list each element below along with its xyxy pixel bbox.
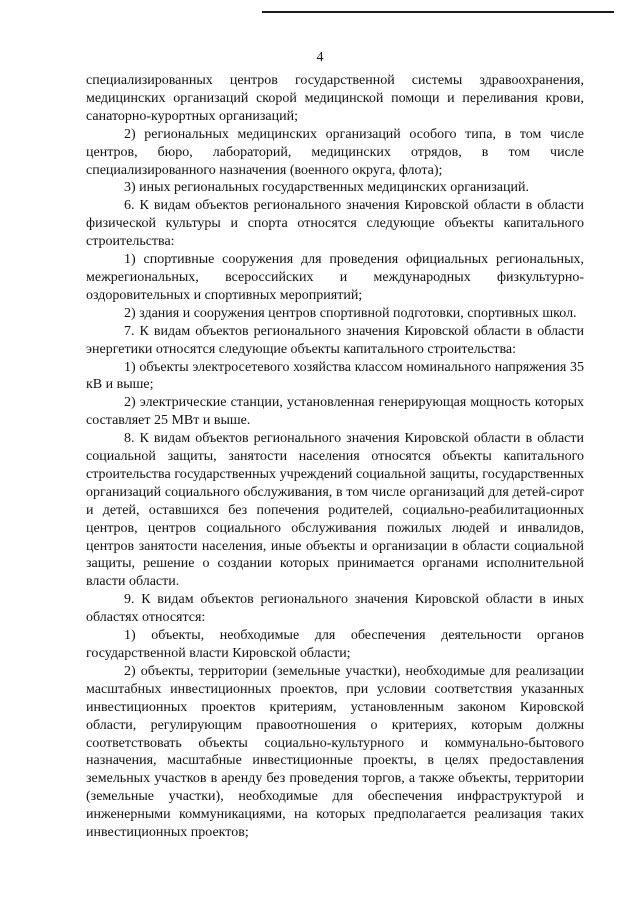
paragraph: 2) электрические станции, установленная генерирующая мощность которых составляет 25 МВт и выше. (86, 395, 584, 429)
paragraph: 2) здания и сооружения центров спортивной подготовки, спортивных школ. (124, 305, 577, 321)
document-body (86, 72, 584, 842)
paragraph: 6. К видам объектов регионального значения Кировской области в области физической культуры и спорта относятся следующие объекты капитального строительства: (86, 198, 584, 250)
paragraph: 1) объекты электросетевого хозяйства классом номинального напряжения 35 кВ и выше; (86, 359, 584, 393)
paragraph: специализированных центров государственной системы здравоохранения, медицинских организаций скорой медицинской помощи и переливания крови, санаторно-курортных организаций; (86, 73, 584, 124)
paragraph: 7. К видам объектов регионального значения Кировской области в области энергетики относятся следующие объекты капитального строительства: (86, 323, 584, 357)
paragraph: 1) спортивные сооружения для проведения официальных региональных, межрегиональных, всероссийских и международных физкультурно-оздоровительных и спортивных мероприятий; (86, 252, 584, 303)
header-rule (262, 11, 614, 13)
paragraph: 2) объекты, территории (земельные участки), необходимые для реализации масштабных инвестиционных проектов, при условии соответствия указанных инвестиционных проектов критериям, установленным законом Кировской области, регулирующим правоотношения о критериях, которым должны соответствовать объекты социально-культурного и коммунально-бытового назначения, масштабные инвестиционные проекты, в целях предоставления земельных участков в аренду без проведения торгов, а также объекты, территории (земельные участки), необходимые для обеспечения инфраструктурой и инженерными коммуникациями, на которых предполагается реализация таких инвестиционных проектов; (86, 663, 584, 841)
paragraph: 9. К видам объектов регионального значения Кировской области в иных областях относятся: (86, 592, 584, 626)
paragraph: 8. К видам объектов регионального значения Кировской области в области социальной защиты, занятости населения относятся объекты капитального строительства государственных учреждений социальной защиты, государственных организаций социального обслуживания, в том числе организаций для детей-сирот и детей, оставшихся без попечения родителей, социально-реабилитационных центров, центров социального обслуживания пожилых людей и инвалидов, центров занятости населения, иные объекты и организации в области социальной защиты, решение о создании которых принимается органами исполнительной власти области. (86, 431, 584, 590)
paragraph: 3) иных региональных государственных медицинских организаций. (124, 180, 529, 196)
page-number: 4 (316, 50, 324, 65)
paragraph: 2) региональных медицинских организаций особого типа, в том числе центров, бюро, лабораторий, медицинских отрядов, в том числе специализированного назначения (военного округа, флота); (86, 126, 584, 178)
paragraph: 1) объекты, необходимые для обеспечения деятельности органов государственной власти Кировской области; (86, 628, 584, 661)
